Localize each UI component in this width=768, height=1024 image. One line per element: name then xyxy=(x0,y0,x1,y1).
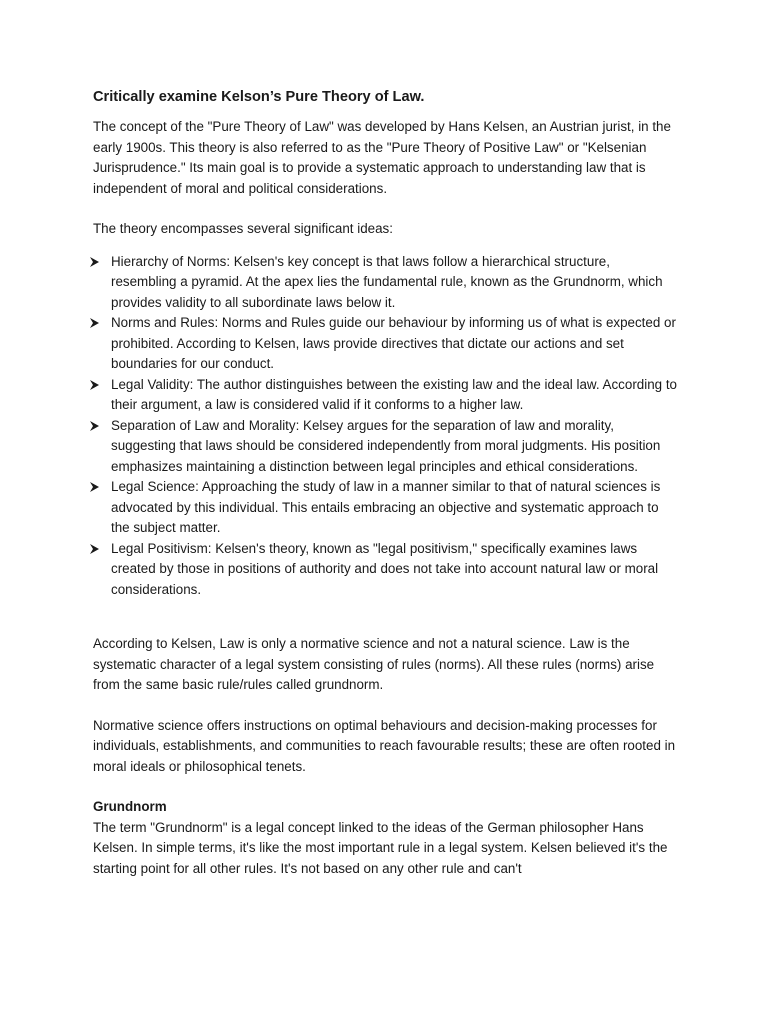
list-item xyxy=(93,477,678,539)
list-item-text: Legal Science: Approaching the study of law in a manner similar to that of natural sciences is advocated by this individual. This entails embracing an objective and systematic approach to the subject matter. xyxy=(111,479,661,535)
list-item xyxy=(93,539,678,601)
list-item xyxy=(93,375,678,416)
list-item-text: Hierarchy of Norms: Kelsen's key concept is that laws follow a hierarchical structure, resembling a pyramid. At the apex lies the fundamental rule, known as the Grundnorm, which provides validity to all subordinate laws below it. xyxy=(111,253,663,310)
list-item-text: Legal Validity: The author distinguishes between the existing law and the ideal law. According to their argument, a law is considered valid if it conforms to a higher law. xyxy=(111,376,677,412)
grundnorm-heading: Grundnorm xyxy=(93,799,167,814)
normative-science-paragraph: Normative science offers instructions on optimal behaviours and decision-making processes for individuals, establishments, and communities to reach favourable results; these are often rooted in moral ideals or philosophical tenets. xyxy=(93,717,676,774)
grundnorm-paragraph: The term "Grundnorm" is a legal concept linked to the ideas of the German philosopher Hans Kelsen. In simple terms, it's like the most important rule in a legal system. Kelsen believed it's the starting point for all other rules. It's not based on any other rule and can't xyxy=(93,819,668,876)
normative-paragraph: According to Kelsen, Law is only a normative science and not a natural science. Law is the systematic character of a legal system consisting of rules (norms). All these rules (norms) arise from the same basic rule/rules called grundnorm. xyxy=(93,636,655,692)
list-item-text: Legal Positivism: Kelsen's theory, known as "legal positivism," specifically examines laws created by those in positions of authority and does not take into account natural law or moral considerations. xyxy=(111,540,659,597)
arrowhead-bullet-icon xyxy=(88,252,102,272)
arrowhead-bullet-icon xyxy=(88,375,102,395)
arrowhead-bullet-icon xyxy=(88,416,102,436)
list-item xyxy=(93,313,678,375)
intro-paragraph: The concept of the "Pure Theory of Law" was developed by Hans Kelsen, an Austrian jurist, in the early 1900s. This theory is also referred to as the "Pure Theory of Positive Law" or "Kelsenian Jurisprudence." Its main goal is to provide a systematic approach to understanding law that is independent of moral and political considerations. xyxy=(93,119,671,196)
list-lead-paragraph: The theory encompasses several significant ideas: xyxy=(93,221,393,236)
list-item xyxy=(93,252,678,314)
arrowhead-bullet-icon xyxy=(88,539,102,559)
arrowhead-bullet-icon xyxy=(88,477,102,497)
document-title: Critically examine Kelson’s Pure Theory of Law. xyxy=(93,89,425,105)
theory-ideas-list xyxy=(93,252,678,601)
arrowhead-bullet-icon xyxy=(88,313,102,333)
list-item-text: Separation of Law and Morality: Kelsey argues for the separation of law and morality, suggesting that laws should be considered independently from moral judgments. His position emphasizes maintaining a distinction between legal principles and ethical considerations. xyxy=(111,417,661,474)
list-item xyxy=(93,416,678,478)
document-page xyxy=(93,86,678,879)
list-item-text: Norms and Rules: Norms and Rules guide our behaviour by informing us of what is expected or prohibited. According to Kelsen, laws provide directives that dictate our actions and set boundaries for our conduct. xyxy=(111,315,676,371)
